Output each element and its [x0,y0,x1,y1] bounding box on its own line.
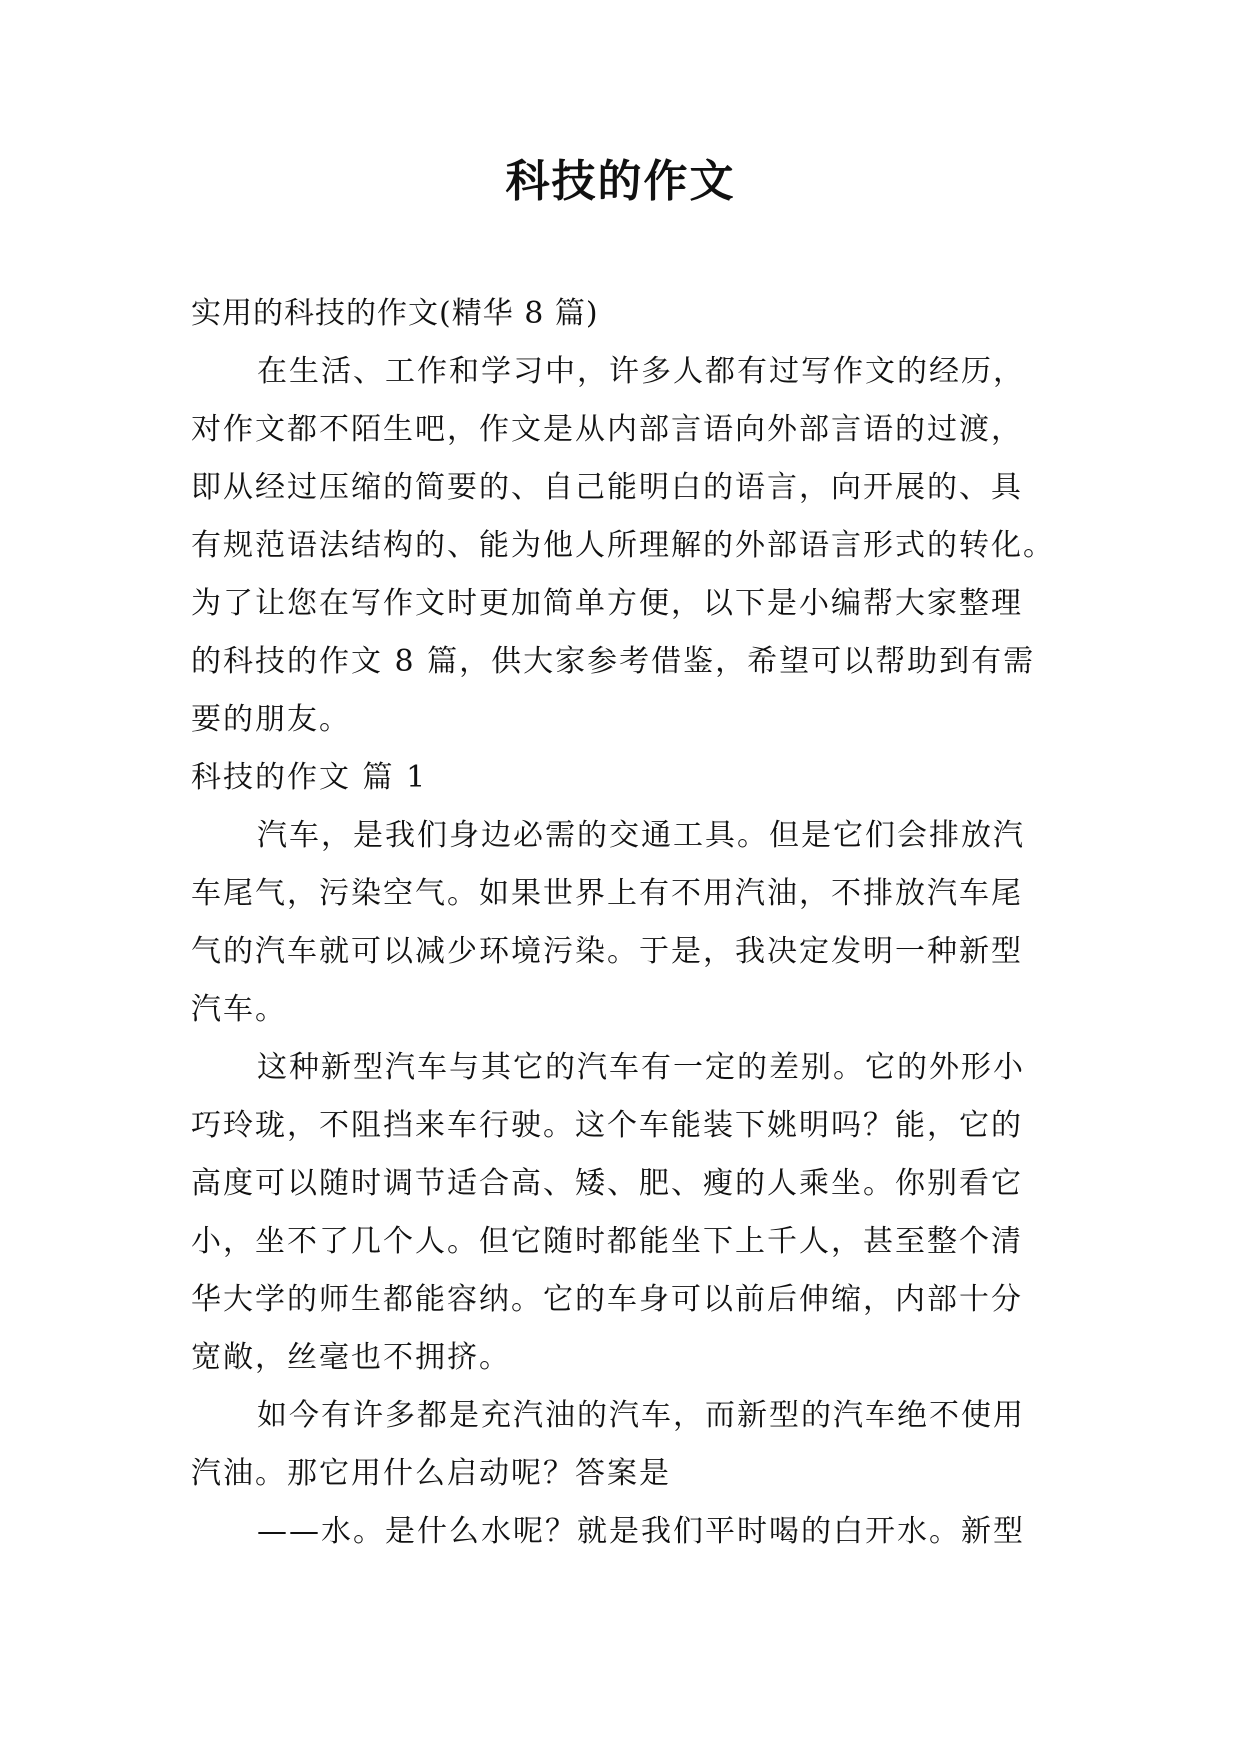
intro-line: 要的朋友。 [191,702,351,737]
paragraph-line: 汽车。 [191,992,287,1027]
paragraph-line: 汽油。那它用什么启动呢？答案是 [191,1456,671,1491]
body-paragraph-1 [191,807,1071,1039]
intro-line: 在生活、工作和学习中，许多人都有过写作文的经历， [257,354,1025,389]
body-paragraph-3 [191,1387,1071,1503]
intro-line: 为了让您在写作文时更加简单方便，以下是小编帮大家整理 [191,586,1023,621]
intro-paragraph [191,343,1071,749]
intro-line: 对作文都不陌生吧，作文是从内部言语向外部言语的过渡， [191,412,1023,447]
paragraph-line: 这种新型汽车与其它的汽车有一定的差别。它的外形小 [257,1050,1025,1085]
paragraph-line: 巧玲珑，不阻挡来车行驶。这个车能装下姚明吗？能，它的 [191,1108,1023,1143]
body-paragraph-4 [191,1503,1071,1561]
paragraph-line: 小，坐不了几个人。但它随时都能坐下上千人，甚至整个清 [191,1224,1023,1259]
document-body [191,285,1071,1561]
paragraph-line: 如今有许多都是充汽油的汽车，而新型的汽车绝不使用 [257,1398,1025,1433]
paragraph-line: ——水。是什么水呢？就是我们平时喝的白开水。新型 [257,1514,1025,1549]
paragraph-line: 高度可以随时调节适合高、矮、肥、瘦的人乘坐。你别看它 [191,1166,1023,1201]
document-subtitle: 实用的科技的作文(精华 8 篇) [191,296,599,331]
intro-line: 有规范语法结构的、能为他人所理解的外部语言形式的转化。 [191,528,1055,563]
paragraph-line: 气的汽车就可以减少环境污染。于是，我决定发明一种新型 [191,934,1023,969]
intro-line: 即从经过压缩的简要的、自己能明白的语言，向开展的、具 [191,470,1023,505]
paragraph-line: 华大学的师生都能容纳。它的车身可以前后伸缩，内部十分 [191,1282,1023,1317]
body-paragraph-2 [191,1039,1071,1387]
section-heading: 科技的作文 篇 1 [191,760,428,795]
document-title: 科技的作文 [505,156,736,207]
paragraph-line: 汽车，是我们身边必需的交通工具。但是它们会排放汽 [257,818,1025,853]
intro-line: 的科技的作文 8 篇，供大家参考借鉴，希望可以帮助到有需 [191,644,1036,679]
paragraph-line: 车尾气，污染空气。如果世界上有不用汽油，不排放汽车尾 [191,876,1023,911]
paragraph-line: 宽敞，丝毫也不拥挤。 [191,1340,511,1375]
